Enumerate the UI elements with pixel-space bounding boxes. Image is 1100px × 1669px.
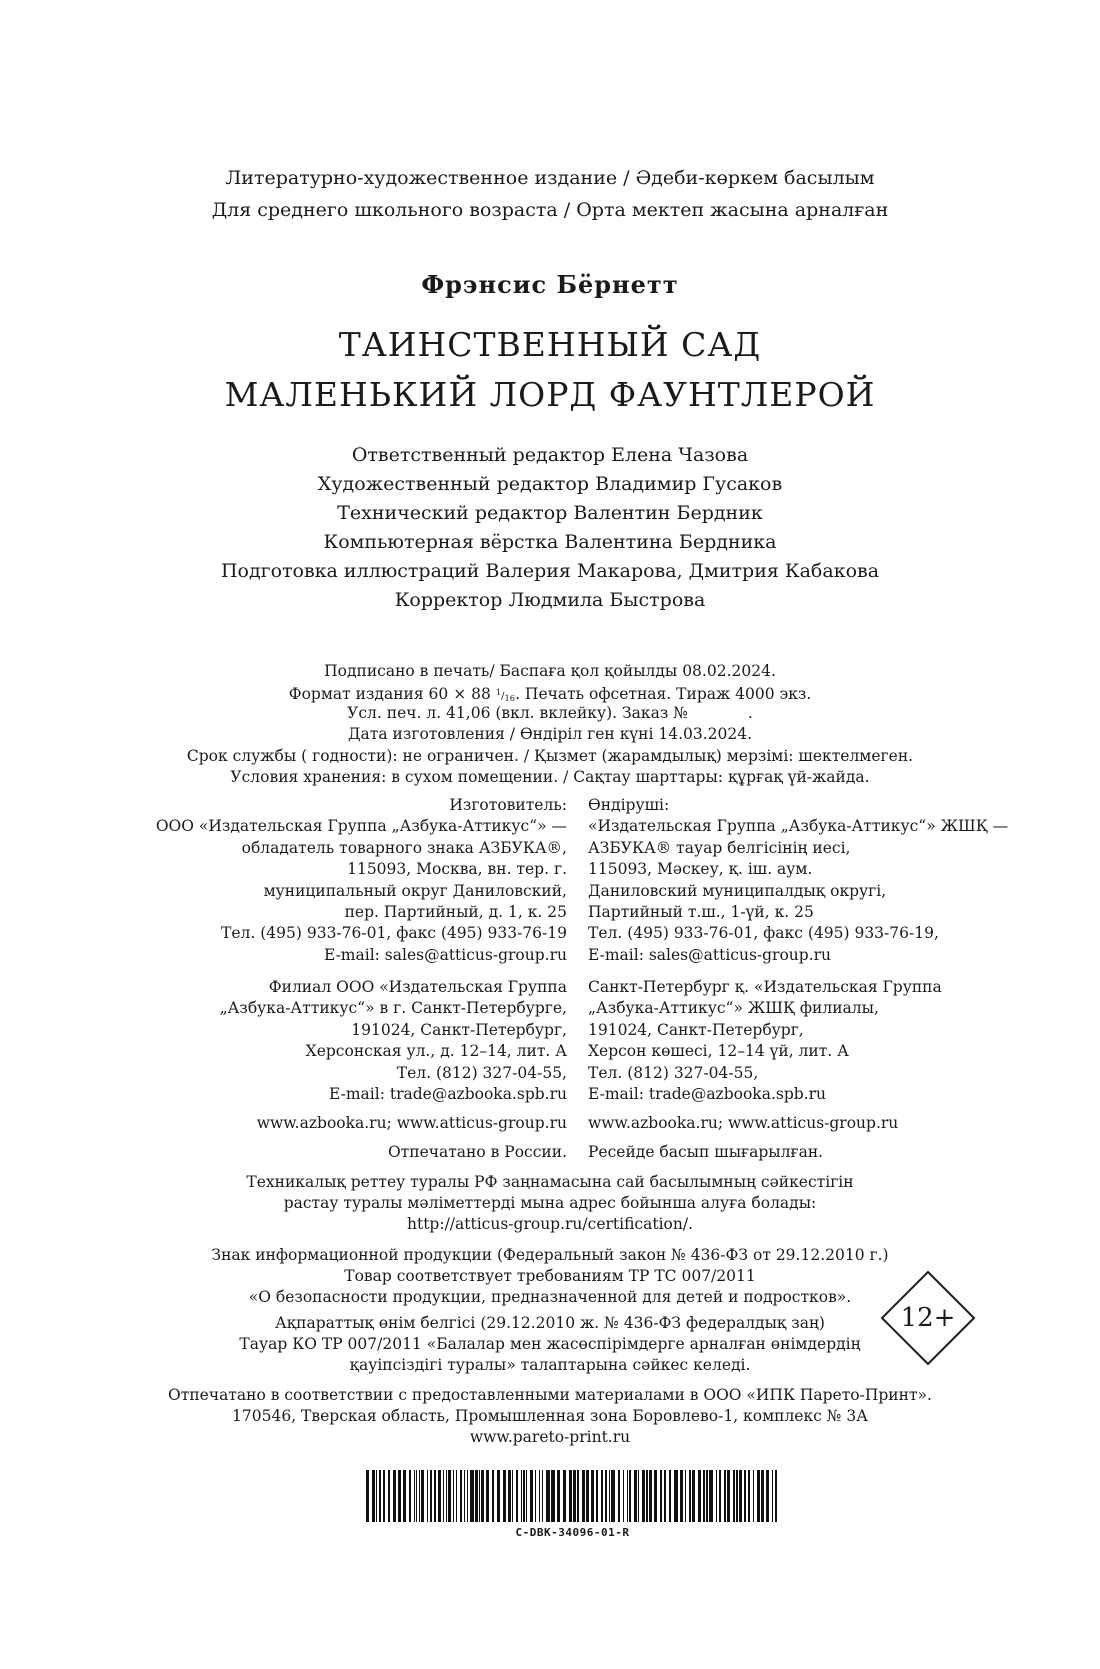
barcode-bar (383, 1470, 385, 1522)
barcode-bar (757, 1470, 760, 1522)
barcode-bar (508, 1470, 511, 1522)
barcode-bar (448, 1470, 451, 1522)
printed-in-kz: Ресейде басып шығарылған. (588, 1143, 824, 1161)
barcode-bar (497, 1470, 500, 1522)
barcode-bar (419, 1470, 420, 1522)
signed-to-print: Подписано в печать/ Баспаға қол қойылды 08.02.2024. (324, 662, 776, 680)
barcode-bar (481, 1470, 484, 1522)
info-sign-kz-line: қауіпсіздігі туралы» талаптарына сәйкес келеді. (349, 1356, 751, 1374)
barcode-bar (685, 1470, 686, 1522)
credit-line: Художественный редактор Владимир Гусаков (317, 473, 783, 495)
barcode-bar (512, 1470, 513, 1522)
barcode-bar (366, 1470, 369, 1522)
barcode-bar (744, 1470, 746, 1522)
barcode-bar (724, 1470, 726, 1522)
manufacturer-kz-line: Өндіруші: (588, 796, 670, 814)
barcode-bar (372, 1470, 375, 1522)
websites-ru: www.azbooka.ru; www.atticus-group.ru (256, 1114, 567, 1132)
barcode-bar (573, 1470, 576, 1522)
manufacturer-kz-line: Даниловский муниципалдық округі, (588, 881, 887, 900)
barcode-bar (414, 1470, 415, 1522)
info-sign-ru-line: Знак информационной продукции (Федеральный закон № 436-ФЗ от 29.12.2010 г.) (211, 1246, 889, 1264)
barcode-bar (542, 1470, 543, 1522)
barcode-bar (530, 1470, 533, 1522)
barcode-bar (689, 1470, 691, 1522)
barcode-bar (654, 1470, 657, 1522)
barcode-bar (467, 1470, 468, 1522)
barcode-code: C-DBK-34096-01-R (515, 1526, 630, 1539)
barcode-bar (709, 1470, 713, 1522)
barcode-bar (692, 1470, 695, 1522)
barcode-bar (409, 1470, 411, 1522)
manufacturer-ru-line: ООО «Издательская Группа „Азбука-Аттикус“» — (155, 817, 567, 836)
credit-line: Технический редактор Валентин Бердник (337, 502, 763, 524)
barcode-bar (523, 1470, 525, 1522)
barcode-bar (577, 1470, 579, 1522)
manufacturer-ru-line: муниципальный округ Даниловский, (263, 881, 567, 900)
printer-website: www.pareto-print.ru (469, 1428, 631, 1446)
barcode-bar (460, 1470, 462, 1522)
barcode-bar (674, 1470, 678, 1522)
manufacturer-kz-line: Партийный т.ш., 1-үй, к. 25 (588, 903, 814, 922)
branch-kz-line: Херсон көшесі, 12–14 үй, лит. А (588, 1042, 849, 1061)
barcode-bar (434, 1470, 436, 1522)
manufacturer-ru-line: Тел. (495) 933-76-01, факс (495) 933-76-19 (221, 924, 567, 943)
barcode-bar (664, 1470, 666, 1522)
branch-kz-line: E-mail: trade@azbooka.spb.ru (588, 1085, 826, 1104)
printed-in-ru: Отпечатано в России. (387, 1143, 567, 1161)
websites-kz: www.azbooka.ru; www.atticus-group.ru (588, 1114, 899, 1132)
branch-kz-line: „Азбука-Аттикус“» ЖШҚ филиалы, (588, 999, 879, 1018)
barcode-bar (475, 1470, 478, 1522)
barcode-bar (521, 1470, 522, 1522)
barcode-bar (761, 1470, 764, 1522)
barcode-bar (443, 1470, 444, 1522)
branch-kz-line: Тел. (812) 327-04-55, (588, 1063, 759, 1082)
sheets-order-line: Усл. печ. л. 41,06 (вкл. вклейку). Заказ № . (347, 704, 753, 722)
manufacturer-ru-line: обладатель товарного знака АЗБУКА®, (241, 838, 567, 857)
barcode-bar (772, 1470, 773, 1522)
printer-line: Отпечатано в соответствии с предоставленными материалами в ООО «ИПК Парето-Принт». (168, 1386, 932, 1404)
barcode-bar (421, 1470, 424, 1522)
manufacture-date: Дата изготовления / Өндіріл ген күні 14.03.2024. (347, 725, 753, 743)
certification-line: Техникалық реттеу туралы РФ заңнамасына сай басылымның сәйкестігін (246, 1173, 854, 1191)
barcode-bar (557, 1470, 560, 1522)
barcode-bar (416, 1470, 417, 1522)
manufacturer-kz-line: E-mail: sales@atticus-group.ru (588, 945, 832, 964)
barcode-bar (492, 1470, 494, 1522)
manufacturer-ru-line: Изготовитель: (449, 796, 567, 814)
barcode-bar (446, 1470, 447, 1522)
author-name: Фрэнсис Бёрнетт (421, 270, 679, 299)
manufacturer-kz-line: «Издательская Группа „Азбука-Аттикус“» ЖШҚ — (588, 817, 1009, 836)
barcode-bar (403, 1470, 406, 1522)
printer-address: 170546, Тверская область, Промышленная зона Боровлево-1, комплекс № 3А (232, 1407, 868, 1425)
barcode-bar (649, 1470, 652, 1522)
barcode-bar (398, 1470, 401, 1522)
barcode-bar (660, 1470, 662, 1522)
info-sign-kz-line: Ақпараттық өнім белгісі (29.12.2010 ж. № 436-ФЗ федералдық заң) (275, 1314, 825, 1332)
barcode-bar (706, 1470, 708, 1522)
age-rating-badge (880, 1270, 976, 1366)
manufacturer-ru-line: E-mail: sales@atticus-group.ru (323, 945, 567, 964)
barcode-bar (427, 1470, 428, 1522)
barcode-bar (716, 1470, 717, 1522)
service-life: Срок службы ( годности): не ограничен. / Қызмет (жарамдылық) мерзімі: шектелмеген. (186, 747, 914, 765)
barcode-bar (479, 1470, 480, 1522)
barcode-bar (393, 1470, 396, 1522)
barcode-bar (727, 1470, 730, 1522)
barcode-bar (470, 1470, 474, 1522)
manufacturer-kz (588, 795, 1008, 966)
barcode-bar (376, 1470, 377, 1522)
barcode-bar (569, 1470, 572, 1522)
barcode-bar (605, 1470, 607, 1522)
barcode-bar (535, 1470, 536, 1522)
manufacturer-ru-line: пер. Партийный, д. 1, к. 25 (344, 903, 567, 922)
credit-line: Корректор Людмила Быстрова (394, 589, 706, 611)
barcode-bar (601, 1470, 603, 1522)
branch-ru-line: Филиал ООО «Издательская Группа (268, 978, 567, 996)
book-title-2: МАЛЕНЬКИЙ ЛОРД ФАУНТЛЕРОЙ (224, 375, 876, 414)
barcode-bar (609, 1470, 610, 1522)
format-line: Формат издания 60 × 88 $^1/_{16}$. Печать офсетная. Тираж 4000 экз. (288, 685, 812, 703)
barcode-bar (551, 1470, 555, 1522)
barcode-bar (591, 1470, 594, 1522)
barcode-bar (719, 1470, 721, 1522)
branch-kz (588, 977, 942, 1105)
barcode-bar (486, 1470, 489, 1522)
manufacturer-ru (156, 795, 567, 966)
barcode-bar (464, 1470, 465, 1522)
storage-conditions: Условия хранения: в сухом помещении. / Сақтау шарттары: құрғақ үй-жайда. (230, 768, 870, 786)
barcode-bar (438, 1470, 441, 1522)
branch-ru-line: „Азбука-Аттикус“» в г. Санкт-Петербурге, (219, 999, 567, 1018)
barcode-bar (646, 1470, 648, 1522)
barcode-bar (638, 1470, 639, 1522)
barcode-bar (698, 1470, 701, 1522)
barcode-bar (736, 1470, 738, 1522)
barcode-bar (748, 1470, 750, 1522)
branch-ru-line: Тел. (812) 327-04-55, (396, 1063, 567, 1082)
barcode-bar (739, 1470, 742, 1522)
barcode-bar (623, 1470, 624, 1522)
book-title-1: ТАИНСТВЕННЫЙ САД (338, 325, 762, 364)
manufacturer-kz-line: АЗБУКА® тауар белгісінің иесі, (588, 838, 851, 857)
info-sign-ru-line: Товар соответствует требованиям ТР ТС 007/2011 (344, 1267, 756, 1285)
credit-line: Подготовка иллюстраций Валерия Макарова, Дмитрия Кабакова (220, 560, 880, 582)
branch-ru-line: 191024, Санкт-Петербург, (351, 1020, 567, 1039)
barcode-bar (775, 1470, 777, 1522)
branch-kz-line: Санкт-Петербург қ. «Издательская Группа (588, 978, 942, 996)
branch-kz-line: 191024, Санкт-Петербург, (588, 1020, 804, 1039)
barcode-bar (453, 1470, 454, 1522)
barcode-bar (680, 1470, 683, 1522)
barcode-bar (611, 1470, 615, 1522)
barcode-bar (634, 1470, 637, 1522)
branch-ru (220, 977, 567, 1105)
barcode-bar (388, 1470, 390, 1522)
barcode-bar (627, 1470, 628, 1522)
branch-ru-line: E-mail: trade@azbooka.spb.ru (329, 1085, 567, 1104)
barcode-bar (596, 1470, 598, 1522)
audience-line: Для среднего школьного возраста / Орта мектеп жасына арналған (211, 199, 889, 221)
barcode-bar (753, 1470, 754, 1522)
branch-ru-line: Херсонская ул., д. 12–14, лит. А (305, 1042, 567, 1061)
barcode-bar (586, 1470, 589, 1522)
manufacturer-ru-line: 115093, Москва, вн. тер. г. (347, 860, 567, 879)
barcode-bar (582, 1470, 585, 1522)
barcode-bar (618, 1470, 620, 1522)
barcode-bar (733, 1470, 735, 1522)
credit-line: Компьютерная вёрстка Валентина Бердника (323, 531, 777, 553)
barcode-bar (503, 1470, 506, 1522)
barcode-bar (629, 1470, 631, 1522)
age-rating-label: 12+ (900, 1303, 956, 1333)
barcode-bar (546, 1470, 550, 1522)
barcode-bar (539, 1470, 540, 1522)
certification-url: http://atticus-group.ru/certification/. (406, 1215, 693, 1233)
barcode-bar (430, 1470, 432, 1522)
credit-line: Ответственный редактор Елена Чазова (351, 444, 749, 466)
barcode-bar (526, 1470, 527, 1522)
edition-type: Литературно-художественное издание / Әдеби-көркем басылым (225, 167, 875, 189)
barcode-bar (456, 1470, 457, 1522)
barcode (366, 1470, 779, 1522)
barcode-bar (766, 1470, 769, 1522)
manufacturer-kz-line: 115093, Мәскеу, қ. іш. аум. (588, 860, 813, 879)
barcode-bar (563, 1470, 566, 1522)
info-sign-kz-line: Тауар КО ТР 007/2011 «Балалар мен жасөспірімдерге арналған өнімдердің (239, 1335, 861, 1353)
info-sign-ru-line: «О безопасности продукции, предназначенной для детей и подростков». (248, 1288, 852, 1306)
barcode-bar (379, 1470, 381, 1522)
barcode-bar (642, 1470, 645, 1522)
barcode-bar (669, 1470, 671, 1522)
certification-line: растау туралы мәліметтерді мына адрес бойынша алуға болады: (283, 1194, 817, 1212)
barcode-bar (516, 1470, 518, 1522)
manufacturer-kz-line: Тел. (495) 933-76-01, факс (495) 933-76-19, (588, 924, 939, 943)
barcode-bar (703, 1470, 705, 1522)
